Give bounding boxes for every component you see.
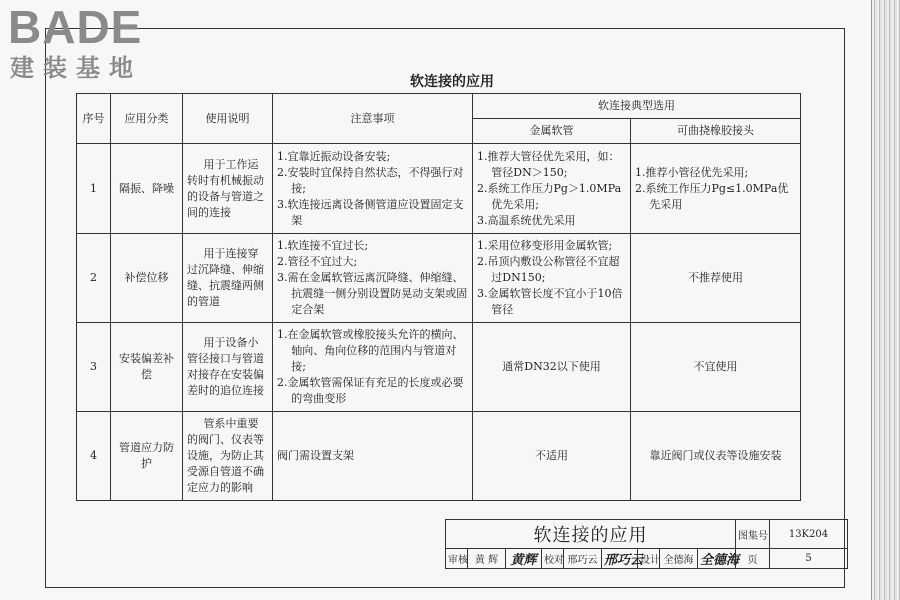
row-description: 用于连接穿过沉降缝、伸缩缝、抗震缝两侧的管道 bbox=[183, 234, 273, 323]
note-item: 1.在金属软管或橡胶接头允许的横向、轴向、角向位移的范围内与管道对接; bbox=[277, 328, 464, 373]
header-category: 应用分类 bbox=[111, 94, 183, 144]
row-rubber-joint: 靠近阀门或仪表等设施安装 bbox=[631, 412, 801, 501]
header-rubber-joint: 可曲挠橡胶接头 bbox=[631, 119, 801, 144]
row-rubber-joint: 不宜使用 bbox=[631, 323, 801, 412]
row-metal-hose: 通常DN32以下使用 bbox=[473, 323, 631, 412]
row-notes bbox=[273, 234, 473, 323]
designer-signature: 全德海 bbox=[698, 549, 736, 569]
table-row bbox=[77, 412, 801, 501]
rubber-item: 2.系统工作压力Pg≤1.0MPa优先采用 bbox=[635, 181, 789, 211]
check-label: 校对 bbox=[542, 549, 564, 569]
metal-item: 2.系统工作压力Pg＞1.0MPa优先采用; bbox=[477, 181, 622, 211]
row-metal-hose: 不适用 bbox=[473, 412, 631, 501]
row-description: 用于设备小管径接口与管道对接存在安装偏差时的追位连接 bbox=[183, 323, 273, 412]
row-no: 3 bbox=[77, 323, 111, 412]
row-category: 补偿位移 bbox=[111, 234, 183, 323]
atlas-label: 图集号 bbox=[736, 520, 770, 549]
table-row bbox=[77, 234, 801, 323]
header-no: 序号 bbox=[77, 94, 111, 144]
row-category: 安装偏差补偿 bbox=[111, 323, 183, 412]
reviewer-signature: 黄辉 bbox=[506, 549, 542, 569]
note-item: 1.软连接不宜过长; bbox=[277, 239, 369, 252]
metal-item: 1.采用位移变形用金属软管; bbox=[477, 239, 613, 252]
review-label: 审核 bbox=[446, 549, 468, 569]
checker-signature: 邢巧云 bbox=[602, 549, 638, 569]
note-item: 3.需在金属软管远离沉降缝、伸缩缝、抗震缝一侧分别设置防晃动支架或固定合架 bbox=[277, 271, 468, 316]
application-table bbox=[76, 93, 801, 501]
bade-logo bbox=[4, 1, 179, 84]
row-description: 用于工作运转时有机械振动的设备与管道之间的连接 bbox=[183, 144, 273, 234]
rubber-item: 1.推荐小管径优先采用; bbox=[635, 165, 749, 179]
table-title: 软连接的应用 bbox=[410, 74, 494, 90]
row-notes bbox=[273, 323, 473, 412]
note-item: 2.管径不宜过大; bbox=[277, 255, 358, 268]
header-selection: 软连接典型选用 bbox=[473, 94, 801, 119]
header-description: 使用说明 bbox=[183, 94, 273, 144]
page-number: 5 bbox=[770, 549, 848, 569]
row-no: 4 bbox=[77, 412, 111, 501]
row-no: 2 bbox=[77, 234, 111, 323]
row-category: 隔振、降噪 bbox=[111, 144, 183, 234]
metal-item: 3.金属软管长度不宜小于10倍管径 bbox=[477, 287, 623, 316]
header-row bbox=[77, 94, 801, 119]
header-notes: 注意事项 bbox=[273, 94, 473, 144]
titleblock-title: 软连接的应用 bbox=[446, 520, 736, 549]
note-item: 2.安装时宜保持自然状态，不得强行对接; bbox=[277, 165, 464, 195]
row-description: 管系中重要的阀门、仪表等设施，为防止其受源自管道不确定应力的影响 bbox=[183, 412, 273, 501]
design-label: 设计 bbox=[638, 549, 660, 569]
note-item: 3.软连接远离设备侧管道应设置固定支架 bbox=[277, 197, 464, 227]
row-metal-hose bbox=[473, 234, 631, 323]
row-category: 管道应力防护 bbox=[111, 412, 183, 501]
page-stack-edge bbox=[871, 0, 900, 600]
checker-name: 邢巧云 bbox=[564, 549, 602, 569]
metal-item: 2.吊顶内敷设公称管径不宜超过DN150; bbox=[477, 255, 620, 284]
row-rubber-joint bbox=[631, 144, 801, 234]
table-row bbox=[77, 323, 801, 412]
table-row bbox=[77, 144, 801, 234]
reviewer-name: 黄 辉 bbox=[468, 549, 506, 569]
metal-item: 1.推荐大管径优先采用，如：管径DN＞150; bbox=[477, 149, 620, 179]
row-metal-hose bbox=[473, 144, 631, 234]
atlas-number: 13K204 bbox=[770, 520, 848, 549]
note-item: 2.金属软管需保证有充足的长度或必要的弯曲变形 bbox=[277, 376, 464, 405]
row-notes bbox=[273, 144, 473, 234]
logo-subtitle: 建装基地 bbox=[10, 54, 142, 82]
row-notes: 阀门需设置支架 bbox=[273, 412, 473, 501]
designer-name: 全德海 bbox=[660, 549, 698, 569]
page-label: 页 bbox=[736, 549, 770, 569]
metal-item: 3.高温系统优先采用 bbox=[477, 213, 576, 227]
title-block bbox=[445, 519, 848, 569]
header-metal-hose: 金属软管 bbox=[473, 119, 631, 144]
row-rubber-joint: 不推荐使用 bbox=[631, 234, 801, 323]
note-item: 1.宜靠近振动设备安装; bbox=[277, 149, 391, 163]
logo-word: BADE bbox=[8, 1, 143, 53]
row-no: 1 bbox=[77, 144, 111, 234]
